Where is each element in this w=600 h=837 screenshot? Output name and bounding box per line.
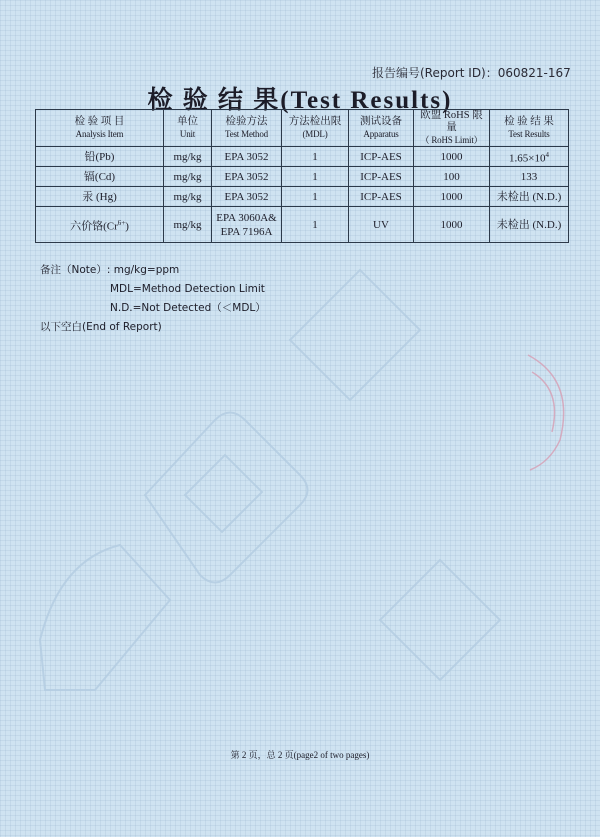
cell-mdl: 1: [282, 167, 349, 187]
cell-item: 六价铬$(Cr^{6+})$: [36, 207, 164, 243]
cell-result: $1.65\times 10^4$: [490, 147, 569, 167]
notes-section: [40, 261, 266, 337]
col-header-item: 检 验 项 目 Analysis Item: [36, 110, 164, 147]
report-id: 报告编号(Report ID)：060821-167: [372, 66, 571, 80]
cell-result: 133: [490, 167, 569, 187]
cell-apparatus: ICP-AES: [349, 167, 414, 187]
cell-method: EPA 3060A& EPA 7196A: [212, 207, 282, 243]
watermark-arc-shape: [40, 545, 170, 690]
table-row: [36, 207, 569, 243]
cell-apparatus: UV: [349, 207, 414, 243]
cell-unit: mg/kg: [164, 207, 212, 243]
note-end-of-report: 以下空白(End of Report): [40, 321, 162, 333]
cell-unit: mg/kg: [164, 187, 212, 207]
col-header-unit: 单位 Unit: [164, 110, 212, 147]
cell-unit: mg/kg: [164, 167, 212, 187]
col-header-apparatus: 测试设备 Apparatus: [349, 110, 414, 147]
col-header-result: 检 验 结 果 Test Results: [490, 110, 569, 147]
page-footer: 第 2 页，总 2 页(page2 of two pages): [230, 750, 370, 760]
cell-apparatus: ICP-AES: [349, 187, 414, 207]
table-row: [36, 187, 569, 207]
table-row: [36, 147, 569, 167]
test-results-table: [35, 109, 569, 243]
cell-method: EPA 3052: [212, 147, 282, 167]
note-mdl: MDL=Method Detection Limit: [110, 283, 265, 295]
table-header-row: [36, 110, 569, 147]
col-header-mdl: 方法检出限 (MDL): [282, 110, 349, 147]
cell-limit: 1000: [414, 207, 490, 243]
watermark-diamond-shape: [145, 413, 308, 583]
cell-mdl: 1: [282, 207, 349, 243]
page-title: 检 验 结 果(Test Results): [147, 87, 453, 114]
stamp-mark: [528, 355, 564, 470]
cell-item: 铅(Pb): [36, 147, 164, 167]
cell-apparatus: ICP-AES: [349, 147, 414, 167]
cell-unit: mg/kg: [164, 147, 212, 167]
cell-limit: 1000: [414, 187, 490, 207]
col-header-method: 检验方法 Test Method: [212, 110, 282, 147]
cell-item: 镉(Cd): [36, 167, 164, 187]
col-header-limit: 欧盟 RoHS 限量 （ RoHS Limit）: [414, 110, 490, 147]
cell-limit: 1000: [414, 147, 490, 167]
cell-mdl: 1: [282, 187, 349, 207]
note-nd: N.D.=Not Detected（＜MDL）: [110, 302, 266, 314]
cell-method: EPA 3052: [212, 167, 282, 187]
cell-result: 未检出 (N.D.): [490, 187, 569, 207]
cell-limit: 100: [414, 167, 490, 187]
note-units: 备注（Note）: mg/kg=ppm: [40, 264, 180, 276]
cell-item: 汞 (Hg): [36, 187, 164, 207]
cell-mdl: 1: [282, 147, 349, 167]
cell-method: EPA 3052: [212, 187, 282, 207]
table-row: [36, 167, 569, 187]
cell-result: 未检出 (N.D.): [490, 207, 569, 243]
